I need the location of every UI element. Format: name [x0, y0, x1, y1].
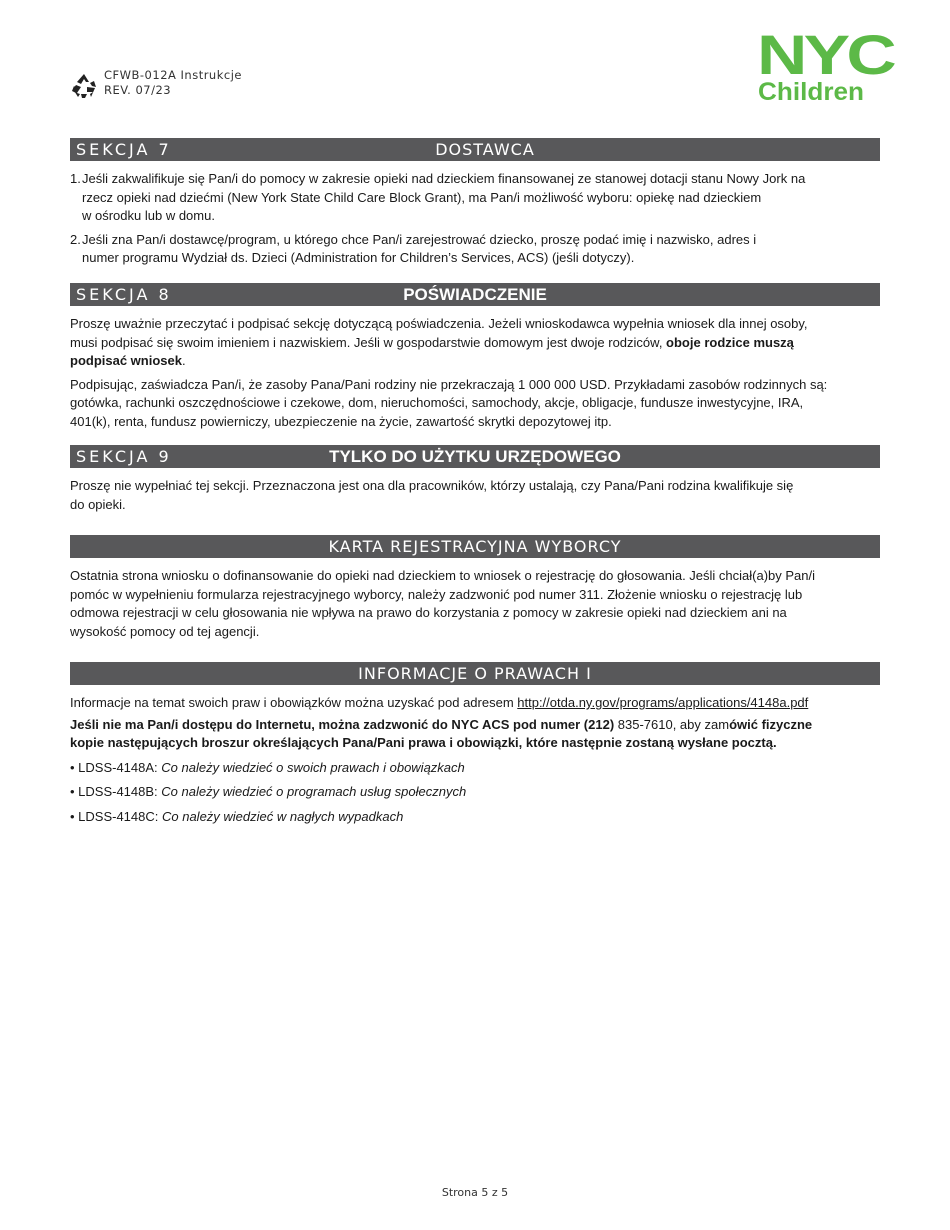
list-number: 2. [70, 231, 81, 247]
form-revision [104, 83, 242, 98]
phone-number: 835-7610, aby zam [617, 716, 730, 732]
text-line [70, 734, 890, 753]
page-number: Strona 5 z 5 [441, 1186, 509, 1199]
text-line: gotówka, rachunki oszczędnościowe i czekowe, dom, nieruchomości, samochody, akcje, obligacje, fundusze inwestycyjne, IRA, [70, 395, 804, 410]
rev-label: REV. [104, 83, 132, 97]
emphasis-text: ówić fizyczne [729, 716, 813, 732]
section-number: SEKCJA 7 [76, 140, 172, 159]
list-item [70, 170, 890, 226]
section-9-body [70, 477, 890, 514]
list-item [70, 808, 890, 827]
list-number: 1. [70, 171, 81, 186]
list-item [70, 783, 890, 802]
emphasis-text: podpisać wniosek [70, 353, 182, 368]
section-7-header [70, 138, 880, 161]
text-line: numer programu Wydział ds. Dzieci (Administration for Children’s Services, ACS) (jeśli dotyczy). [82, 250, 635, 265]
brochure-code: • LDSS-4148B: [70, 784, 162, 799]
emphasis-text: kopie następujących broszur określających Pana/Pani prawa i obowiązki, które następnie zostaną wysłane pocztą. [70, 735, 777, 750]
section-title: DOSTAWCA [435, 140, 535, 159]
text-line [70, 694, 890, 713]
brochure-title: Co należy wiedzieć o programach usług społecznych [161, 784, 467, 799]
section-8-header [70, 283, 880, 306]
text-line: Podpisując, zaświadcza Pan/i, że zasoby Pana/Pani rodziny nie przekraczają 1 000 000 USD. Przykładami zasobów rodzinnych są: [70, 376, 828, 392]
text-line: do opieki. [70, 496, 126, 512]
form-code: CFWB-012A Instrukcje [104, 68, 242, 82]
form-identifier [104, 68, 242, 98]
nyc-children-logo [757, 28, 895, 104]
list-item [70, 231, 890, 268]
text-line: Proszę nie wypełniać tej sekcji. Przeznaczona jest ona dla pracowników, którzy ustalają, czy Pana/Pani rodzina kwalifikuje się [70, 478, 794, 493]
text-span: Informacje na temat swoich praw i obowiązków można uzyskać pod adresem [70, 695, 518, 710]
rights-info-header [70, 662, 880, 685]
section-title: POŚWIADCZENIE [403, 285, 547, 304]
section-7-body [70, 170, 890, 268]
logo-children-text: Children [758, 78, 864, 104]
rights-info-body [70, 694, 890, 826]
section-title: KARTA REJESTRACYJNA WYBORCY [328, 537, 622, 556]
text-line [70, 352, 890, 371]
text-line [70, 716, 890, 735]
emphasis-text: oboje rodzice muszą [666, 334, 794, 350]
text-line: Ostatnia strona wniosku o dofinansowanie do opieki nad dzieckiem to wniosek o rejestrację do głosowania. Jeśli chciał(a)by Pan/i [70, 568, 816, 583]
voter-registration-body [70, 567, 890, 641]
brochure-code: • LDSS-4148A: [70, 759, 162, 775]
text-line: w ośrodku lub w domu. [82, 208, 215, 223]
section-title: TYLKO DO UŻYTKU URZĘDOWEGO [329, 447, 621, 466]
rev-date: 07/23 [135, 83, 172, 97]
recycle-icon [70, 72, 98, 100]
text-line: pomóc w wypełnieniu formularza rejestracyjnego wyborcy, należy zadzwonić pod numer 311. Złożenie wniosku o rejestrację lub [70, 586, 803, 602]
brochure-code: • LDSS-4148C: [70, 808, 162, 824]
form-header [70, 68, 242, 100]
logo-nyc-text: NYC [757, 28, 895, 86]
text-span: musi podpisać się swoim imieniem i nazwiskiem. Jeśli w gospodarstwie domowym jest dwoje rodziców, [70, 334, 667, 350]
brochure-title: Co należy wiedzieć w nagłych wypadkach [161, 808, 404, 824]
voter-registration-header [70, 535, 880, 558]
text-line: rzecz opieki nad dziećmi (New York State Child Care Block Grant), ma Pan/i możliwość wyboru: opiekę nad dzieckiem [82, 189, 762, 205]
list-item [70, 759, 890, 778]
section-number: SEKCJA 9 [76, 447, 172, 466]
rights-pdf-link[interactable]: http://otda.ny.gov/programs/applications/4148a.pdf [517, 695, 809, 710]
text-line: wysokość pomocy od tej agencji. [70, 623, 260, 639]
text-line: odmowa rejestracji w celu głosowania nie wpływa na prawo do korzystania z pomocy w zakresie opieki nad dzieckiem ani na [70, 605, 787, 620]
brochure-title: Co należy wiedzieć o swoich prawach i obowiązkach [161, 759, 465, 775]
section-title: INFORMACJE O PRAWACH I [358, 664, 592, 683]
text-span: . [181, 353, 186, 368]
text-line: 401(k), renta, fundusz powierniczy, ubezpieczenie na życie, zawartość skrytki depozytowej itp. [70, 413, 612, 429]
text-line: Jeśli zakwalifikuje się Pan/i do pomocy w zakresie opieki nad dzieckiem finansowanej ze stanowej dotacji stanu Nowy Jork na [82, 171, 806, 186]
text-line: Proszę uważnie przeczytać i podpisać sekcję dotyczącą poświadczenia. Jeżeli wnioskodawca wypełnia wniosek dla innej osoby, [70, 316, 808, 331]
section-8-body [70, 315, 890, 431]
section-9-header [70, 445, 880, 468]
text-line [70, 334, 890, 353]
section-number: SEKCJA 8 [76, 285, 172, 304]
text-line: Jeśli zna Pan/i dostawcę/program, u którego chce Pan/i zarejestrować dziecko, proszę podać imię i nazwisko, adres i [82, 231, 757, 247]
emphasis-text: Jeśli nie ma Pan/i dostępu do Internetu, można zadzwonić do NYC ACS pod numer (212) [70, 716, 618, 732]
